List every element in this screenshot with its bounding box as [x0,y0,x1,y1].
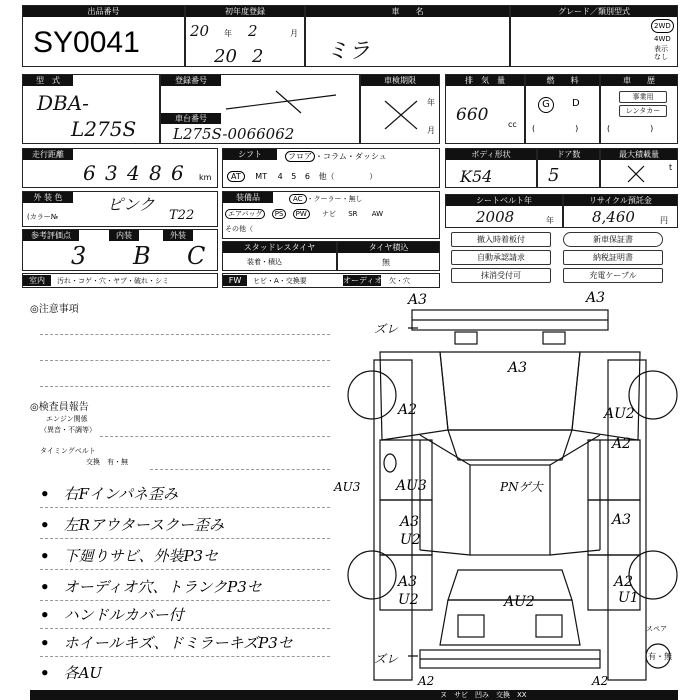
doc-button: 撤入時着板付 [451,232,551,247]
interior-box [22,273,218,288]
mileage-digit: 6 [83,161,96,185]
damage-mark: U1 [618,590,639,606]
recycle-box [563,194,678,228]
equip-airbag: エアバッグ [225,209,265,219]
inspector-exchange: 交換 有・無 [86,458,128,466]
spare-yes: 有 [648,652,656,661]
first-reg-month-1: 2 [248,22,258,40]
equipment-row1: AC ・クーラー・無し [289,194,363,204]
fw-a: A [274,277,279,285]
displacement-box [445,74,525,144]
damage-mark: A3 [398,574,418,590]
equipment-box [222,191,440,239]
mileage-digit: 3 [105,161,118,185]
damage-mark: A3 [508,360,528,376]
inspector-engine: エンジン関係 [46,415,88,423]
lot-number-box [22,5,185,67]
doc-button: 抹消受付可 [451,268,551,283]
shift-other: 他（ [318,172,335,181]
tire-label: タイヤ積込 [338,242,439,253]
body-value: K54 [460,167,493,186]
shift-5: 5 [291,172,297,181]
spare-values: 有・無 [648,652,672,661]
first-reg-year-mark: 年 [224,29,232,38]
drive-options [651,19,674,61]
equip-navi: ナビ [321,210,336,218]
grade-ref: 3 [71,242,87,270]
shift-other-close: ） [369,172,378,181]
report-line: • ホイールキズ、ドミラーキズP3セ [40,634,293,652]
capacity-unit: t [669,163,673,172]
grade-out: C [187,242,206,270]
drive-4wd: 4WD [654,35,671,43]
equipment-label: 装備品 [223,192,273,203]
first-reg-month-2: 2 [252,46,264,67]
damage-mark: U2 [400,532,421,548]
damage-mark: A2 [592,674,609,688]
damage-mark: A3 [408,292,428,308]
damage-mark: A2 [612,436,632,452]
audio-missing: 欠 [389,277,396,285]
fuel-d: D [572,98,580,109]
audio-label: オーディオ [343,276,383,285]
shift-at: AT [227,171,245,182]
inspection-cross-icon [381,95,421,135]
lot-number-label: 出品番号 [23,6,184,17]
history-label: 車 歴 [601,75,677,86]
grade-ref-label: 参考評価点 [23,230,79,241]
damage-mark: ズレ [374,322,399,336]
history-paren: ( ) [607,124,654,133]
damage-mark: AU2 [604,406,635,422]
studless-opts: 装着・積込 [247,258,282,266]
doc-button: 新車保証書 [563,232,663,247]
audio-opts: 欠・穴 [389,277,410,285]
history-business: 事業用 [619,91,667,103]
reg-crossout-icon [221,87,341,115]
spare-label: スペア [646,625,667,633]
capacity-box [600,148,678,188]
doc-button: 自動承認請求 [451,250,551,265]
grade-label: グレード／類別型式 [511,6,677,17]
mileage-digit: 4 [127,161,140,185]
drive-2wd: 2WD [651,19,674,33]
color-value: ピンク [107,195,155,214]
history-box [600,74,678,144]
mileage-box [22,148,218,188]
shift-label: シフト [223,149,277,160]
displacement-unit: cc [508,120,517,129]
grades-box [22,229,218,271]
grade-out-label: 外装 [163,230,193,241]
car-name-box [305,5,510,67]
fuel-label: 燃 料 [526,75,599,86]
displacement-label: 排 気 量 [446,75,524,86]
body-label: ボディ形状 [446,149,536,160]
report-line: • 左Rアウタースクー歪み [40,516,224,534]
doors-box [537,148,600,188]
fw-box [222,273,440,288]
first-registration-label: 初年度登録 [186,6,304,17]
equip-sr: SR [348,210,358,218]
shift-box [222,148,440,188]
recycle-value: 8,460 [592,208,635,226]
fuel-box [525,74,600,144]
first-registration-box [185,5,305,67]
fuel-paren: ( ) [532,124,579,133]
damage-mark: A2 [398,402,418,418]
tire-box [337,241,440,271]
footer-legend: ヌ サビ 凹み 交換 XX [440,691,527,699]
recycle-unit: 円 [660,216,668,225]
inspection-label: 車検期限 [361,75,439,86]
displacement-value: 660 [456,105,489,125]
equipment-row2 [225,209,383,219]
color-code: T22 [169,208,195,223]
damage-mark: A3 [400,514,420,530]
damage-mark: ズレ [374,652,399,666]
equip-cooler: クーラー [313,195,342,203]
report-line: • 右Fインパネ歪み [40,485,178,503]
fw-exchange: 交換要 [285,277,307,285]
inspector-header: ◎検査員報告 [30,402,89,413]
equip-ps: PS [272,209,287,219]
first-reg-year-1: 20 [190,22,210,40]
car-diagram [340,300,685,690]
grade-box [510,5,678,67]
chassis-value: L275S-0066062 [173,125,295,143]
interior-text: 汚れ・コゲ・穴・ヤブ・破れ・シミ [57,277,169,285]
audio-hole: 穴 [403,277,410,285]
fuel-g: G [538,97,554,113]
reg-number-label: 登録番号 [161,75,221,86]
damage-mark: A3 [586,290,606,306]
equip-aw: AW [371,210,384,218]
shift-6: 6 [304,172,311,181]
recycle-label: リサイクル預託金 [564,195,677,206]
equip-ac: AC [289,194,307,204]
report-line: • 各AU [40,664,103,682]
studless-box [222,241,337,271]
tire-value: 無 [382,258,390,267]
car-name-label: 車 名 [306,6,509,17]
seatbelt-value: 2008 [476,208,515,226]
damage-mark: PNゲ大 [500,480,543,494]
interior-label: 室内 [23,275,51,286]
doors-value: 5 [548,165,560,186]
inspection-year: 年 [427,98,435,107]
mileage-label: 走行距離 [23,149,73,160]
studless-label: スタッドレスタイヤ [223,242,336,253]
equipment-other: その他（ [225,225,253,233]
doc-button: 納税証明書 [563,250,663,265]
model-box [22,74,160,144]
grade-in: B [133,242,151,270]
doc-button: 充電ケーブル [563,268,663,283]
drive-none: 表示なし [654,45,668,61]
mileage-unit: km [199,173,212,182]
damage-mark: AU2 [504,594,535,610]
shift-dash: ダッシュ [354,152,387,161]
studless-mounted: 装着 [247,258,261,266]
fw-hibi: ヒビ [253,277,267,285]
inspection-month: 月 [427,126,435,135]
shift-mt: MT [255,172,268,181]
model-value-1: DBA- [37,91,89,115]
docs-box [445,230,678,286]
fw-label: FW [223,275,247,286]
color-code-label: (カラー№ [27,213,59,221]
doors-label: ドア数 [538,149,599,160]
color-label: 外 装 色 [23,192,73,203]
mileage-digit: 8 [149,161,162,185]
spare-no: 無 [664,652,672,661]
footer-strip [30,690,678,700]
mileage-digit: 6 [171,161,184,185]
chassis-label: 車台番号 [161,113,221,124]
report-line: • 下廻りサビ、外装P3セ [40,547,219,565]
shift-row1: フロア ・コラム・ダッシュ [285,151,387,162]
report-line: • ハンドルカバー付 [40,606,184,624]
shift-column: コラム [323,152,347,161]
inspector-timing: タイミングベルト [40,447,96,455]
shift-4: 4 [277,172,283,181]
studless-loaded: 積込 [268,258,282,266]
fw-opts: ヒビ・A・交換要 [253,277,307,285]
equip-none: 無し [348,195,363,203]
history-rental: レンタカー [619,105,667,117]
mileage-digits [83,161,193,185]
inspection-box [360,74,440,144]
damage-mark: A3 [612,512,632,528]
model-value-2: L275S [71,117,137,141]
model-label: 型 式 [23,75,73,86]
grade-in-label: 内装 [109,230,139,241]
inspector-engine-sub: （異音・不調等） [40,426,96,434]
capacity-cross-icon [625,163,647,185]
report-line: • オーディオ穴、トランクP3セ [40,578,262,596]
first-reg-month-mark: 月 [290,29,298,38]
seatbelt-unit: 年 [546,216,554,225]
color-box [22,191,218,227]
damage-mark: A2 [418,674,435,688]
car-name-value: ミラ [326,39,371,64]
first-reg-year-2: 20 [214,46,237,67]
capacity-label: 最大積載量 [601,149,677,160]
registration-box [160,74,360,144]
seatbelt-box [445,194,563,228]
notes-header: ◎注意事項 [30,304,79,315]
equip-pw: PW [293,209,310,219]
shift-row2 [227,171,377,182]
damage-mark: AU3 [334,480,361,494]
lot-number-value: SY0041 [33,26,140,59]
seatbelt-label: シートベルト年 [446,195,562,206]
damage-mark: A2 [614,574,634,590]
body-box [445,148,537,188]
damage-mark: U2 [398,592,419,608]
damage-mark: AU3 [396,478,427,494]
shift-floor: フロア [285,151,315,162]
